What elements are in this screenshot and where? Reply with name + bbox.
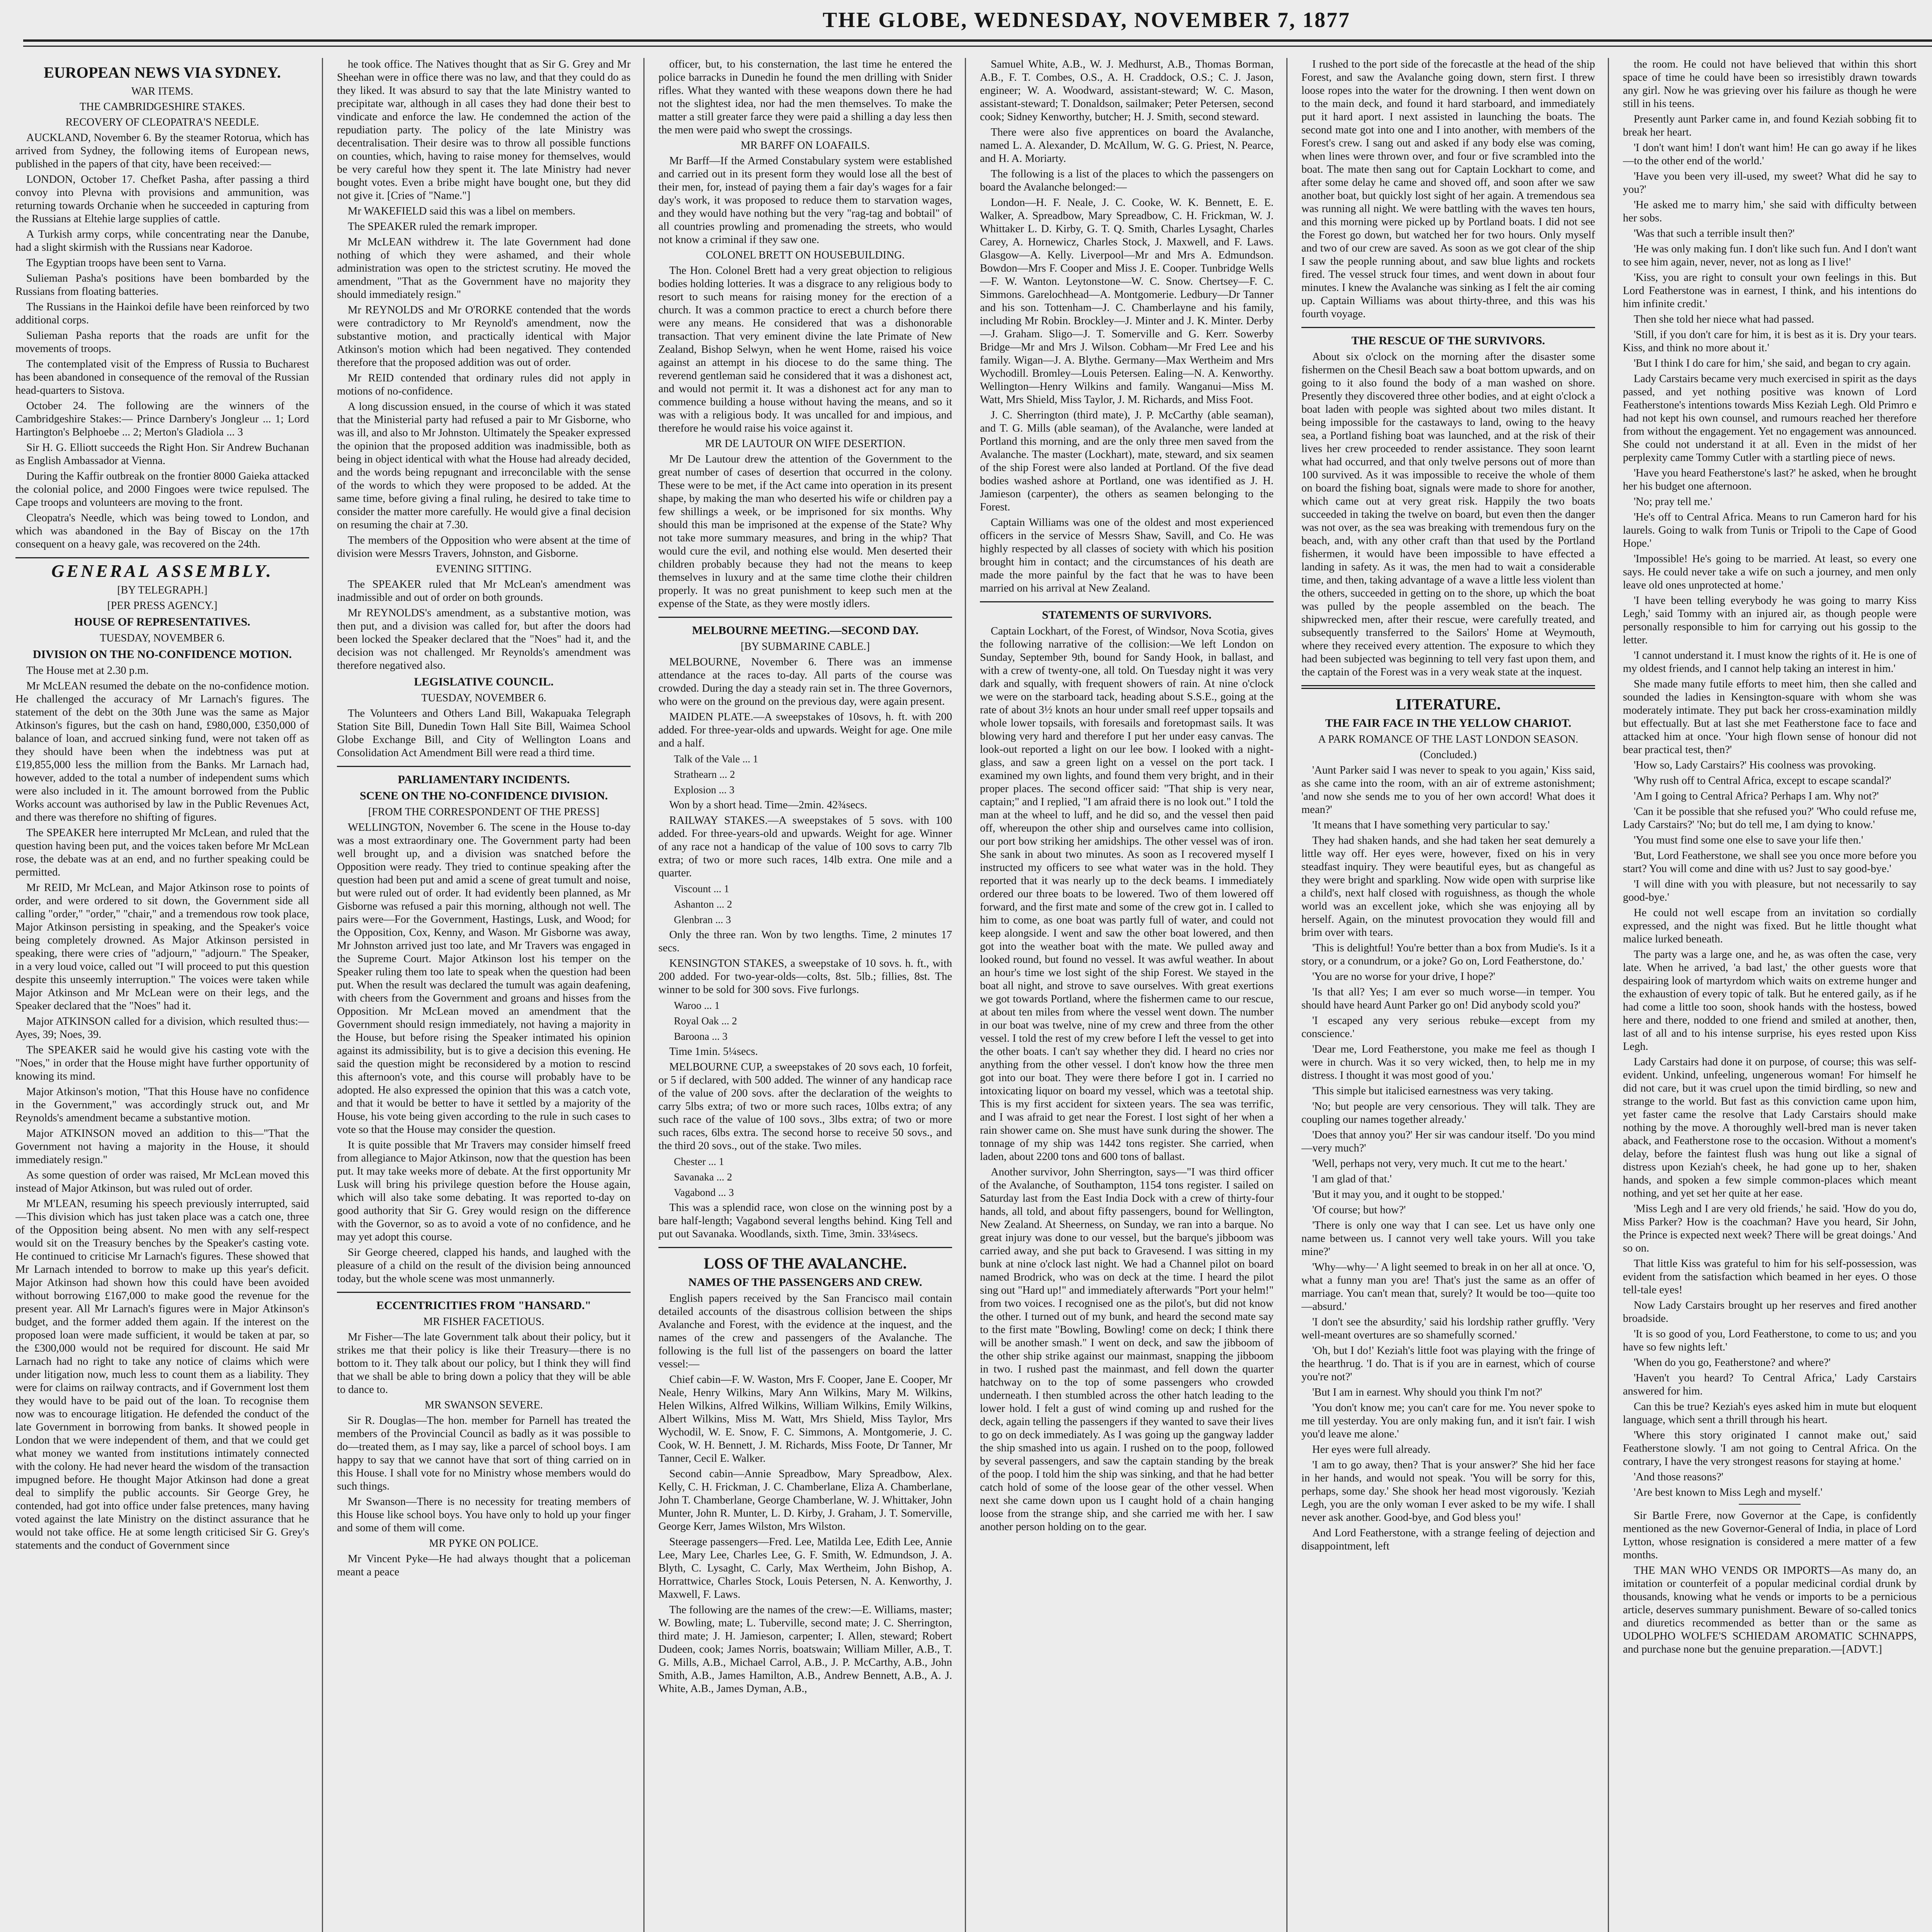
paragraph: Time 1min. 5¼secs. [669,1046,758,1058]
subheading: MELBOURNE MEETING.—SECOND DAY. [692,624,919,637]
paragraph: 'I escaped any very serious rebuke—except from my conscience.' [1301,1015,1595,1040]
paragraph: 'Have you heard Featherstone's last?' he asked, when he brought her his budget one afternoon. [1623,467,1917,492]
paragraph: And Lord Featherstone, with a strange feeling of dejection and disappointment, left [1301,1527,1595,1552]
paragraph: 'He asked me to marry him,' she said with difficulty between her sobs. [1623,199,1917,224]
race-result: Ashanton ... 2 [674,898,732,910]
paragraph: 'Why—why—' A light seemed to break in on her all at once. 'O, what a funny man you are! That's just the same as an offer of marriage. You can't mean that, surely? It would be too—quite too—absurd.' [1301,1261,1595,1313]
paragraph: 'When do you go, Featherstone? and where?' [1634,1357,1831,1369]
paragraph: This was a splendid race, won close on the winning post by a bare half-length; Vagabond several lengths behind. King Tell and put out Savanaka. Woodlands, sixth. Time, 3min. 33¼secs. [658,1202,952,1240]
paragraph: LONDON, October 17. Chefket Pasha, after passing a third convoy into Plevna with provisions and ammunition, was returning towards Orchanie when he succeeded in capturing from the Russians at Eltehie large supplies of cattle. [15,173,309,225]
paragraph: Major Atkinson's motion, "That this House have no confidence in the Government," was accordingly struck out, and Mr Reynolds's amendment became a substantive motion. [15,1086,309,1124]
subheading: HOUSE OF REPRESENTATIVES. [74,616,250,628]
paragraph: 'Impossible! He's going to be married. At least, so every one says. He could never take a wife on such a journey, and men only leave old ones unprotected at home.' [1623,553,1917,591]
race-result: Chester ... 1 [674,1156,724,1167]
column-3 [658,58,952,1932]
paragraph: 'Of course; but how?' [1312,1204,1406,1216]
paragraph: 'I don't want him! I don't want him! He can go away if he likes—to the other end of the world.' [1623,142,1917,167]
paragraph: Mr Fisher—The late Government talk about their policy, but it strikes me that their policy is like their Treasury—there is no bottom to it. They talk about our policy, but I think they will find that we shall be able to bring down a policy that they will be able to dance to. [337,1331,631,1396]
paragraph: MELBOURNE, November 6. There was an immense attendance at the races to-day. All parts of the course was crowded. During the day a steady rain set in. The three Governors, who were on the ground on the previous day, were again present. [658,656,952,707]
race-result: Talk of the Vale ... 1 [674,753,759,765]
paragraph: Mr M'LEAN, resuming his speech previously interrupted, said—This division which has just taken place was a catch one, three of the Opposition being absent. No men with any self-respect would sit on the Treasury benches by the Speaker's casting vote. He continued to criticise Mr Larnach's figures. These showed that Mr Larnach intended to borrow to make up this year's deficit. Major Atkinson had shown how this could have been avoided without borrowing £167,000 to make good the revenue for the present year. All Mr Larnach's figures were in Major Atkinson's budget, and the former added them again. If the interest on the proposed loan were made sufficient, it would be taken at par, so the £300,000 would not be required for discount. He said Mr Larnach had no right to take any notice of claims which were under litigation now, much less to count them as a liability. They were for claims on railway contracts, and if Government lost them they would have to be paid out of the loan. To recognise them now was to encourage litigation. He defended the conduct of the late Government in borrowing from banks. It showed people in London that we were independent of them, and that we could get what money we wanted from institutions intimately connected with the colony. He had never heard the wisdom of the transaction impugned before. He thought Major Atkinson had done a great deal to simplify the public accounts. Sir George Grey, he contended, had got into office under false pretences, many having voted against the late Ministry on the distinct assurance that he would not take office. He at some length criticised Sir G. Grey's statements and the conduct of Government since [15,1198,309,1551]
paragraph: 'Where this story originated I cannot make out,' said Featherstone slowly. 'I am not going to Central Africa. On the contrary, I have the very strongest reasons for staying at home.' [1623,1429,1917,1468]
paragraph: Now Lady Carstairs brought up her reserves and fired another broadside. [1623,1299,1917,1325]
paragraph: 'This is delightful! You're better than a box from Mudie's. Is it a story, or a conundrum, or a joke? Go on, Lord Featherstone, do.' [1301,942,1595,967]
paragraph: the room. He could not have believed that within this short space of time he could have been so irresistibly drawn towards any girl. Now he was grieving over his failure as though he were still in his teens. [1623,58,1917,110]
section-rule [337,766,631,767]
paragraph: Presently aunt Parker came in, and found Keziah sobbing fit to break her heart. [1623,113,1917,138]
paragraph: Cleopatra's Needle, which was being towed to London, and which was abandoned in the Bay of Biscay on the 17th consequent on a heavy gale, was recovered on the 24th. [15,512,309,550]
paragraph: 'Aunt Parker said I was never to speak to you again,' Kiss said, as she came into the room, with an air of extreme astonishment; 'and now she sends me to you of her own accord! What does it mean?' [1301,764,1595,816]
subheading: WAR ITEMS. [131,85,194,97]
paragraph: 'Still, if you don't care for him, it is best as it is. Dry your tears. Kiss, and think no more about it.' [1623,329,1917,354]
paragraph: The members of the Opposition who were absent at the time of division were Messrs Travers, Johnston, and Gisborne. [337,534,631,560]
paragraph: 'He was only making fun. I don't like such fun. And I don't want to see him again, never, never, not as long as I live!' [1623,243,1917,268]
paragraph: Steerage passengers—Fred. Lee, Matilda Lee, Edith Lee, Annie Lee, Mary Lee, Charles Lee, G. F. Smith, W. Edmundson, J. A. Blyth, C. Lysaght, C. Carly, Max Wertheim, John Bishop, A. Horrattwice, Charles Stock, Louis Petersen, N. A. Kenworthy, J. Maxwell, F. Laws. [658,1536,952,1600]
paragraph: October 24. The following are the winners of the Cambridgeshire Stakes:— Prince Darnbery's Jongleur ... 1; Lord Hartington's Belphoebe ... 2; Merton's Gladiola ... 3 [15,400,309,438]
paragraph: 'But it may you, and it ought to be stopped.' [1312,1189,1505,1201]
section-rule [1301,327,1595,328]
paragraph: WELLINGTON, November 6. The scene in the House to-day was a most extraordinary one. The Government party had been well brought up, and a division was snatched before the Opposition were ready. They tried to continue speaking after the question had been put and amid a scene of great tumult and noise, but were ruled out of order. It had evidently been planned, as Mr Gisborne was refused a pair this morning, although not well. The pairs were—For the Government, Hastings, Lusk, and Wood; for the Opposition, Cox, Kenny, and Wason. Mr Gisborne was away, Mr Johnston arrived just too late, and Mr Travers was engaged in the Supreme Court. Major Atkinson lost his temper on the Speaker ruling them too late to speak when the question had been put. When the result was declared the tumult was again deafening, with cheers from the Government and groans and hisses from the Opposition. Mr McLean moved an amendment that the Government should resign immediately, not having a majority in the House, but before rising the Speaker intimated his opinion against its admissibility, but is to give a decision this evening. He said the question might be reconsidered by a motion to rescind this afternoon's vote, and this course will probably have to be adopted. He also expressed the opinion that this was a catch vote, and that it would be better to have it settled by a majority of the House, his vote being given according to the rule in such cases to vote so that the House may consider the question. [337,821,631,1136]
subheading: THE CAMBRIDGESHIRE STAKES. [80,101,245,113]
paragraph: 'Am I going to Central Africa? Perhaps I am. Why not?' [1634,790,1879,802]
paragraph: 'Is that all? Yes; I am ever so much worse—in temper. You should have heard Aunt Parker go on! Did anybody scold you?' [1301,986,1595,1011]
paragraph: 'I will dine with you with pleasure, but not necessarily to say good-bye.' [1623,878,1917,903]
race-result: Savanaka ... 2 [674,1171,732,1183]
article-headline: EUROPEAN NEWS VIA SYDNEY. [44,64,281,81]
column-divider [1286,58,1287,1932]
subheading: STATEMENTS OF SURVIVORS. [1042,609,1212,621]
paragraph: The SPEAKER said he would give his casting vote with the "Noes," in order that the House might have further opportunity of knowing its mind. [15,1044,309,1082]
paragraph: 'Does that annoy you?' Her sir was candour itself. 'Do you mind—very much?' [1301,1129,1595,1154]
race-result: Strathearn ... 2 [674,769,735,780]
subheading: THE FAIR FACE IN THE YELLOW CHARIOT. [1325,717,1571,730]
paragraph: officer, but, to his consternation, the last time he entered the police barracks in Dunedin he found the men drilling with Snider rifles. What they wanted with these weapons down there he had not the slightest idea, nor had the men themselves. To make the matter a still greater farce they were paid a shilling a day less then the men were paid who swept the crossings. [658,58,952,136]
paragraph: The following are the names of the crew:—E. Williams, master; W. Bowling, mate; L. Tuberville, second mate; J. C. Sherrington, third mate; J. H. Jamieson, carpenter; I. Allen, steward; Robert Dudeen, cook; James Norris, boatswain; William Miller, A.B., T. G. Mills, A.B., Michael Carrol, A.B., J. P. McCarthy, A.B., John Smith, A.B., James Hamilton, A.B., Andrew Bennett, A.B., A. J. White, A.B., James Dyman, A.B., [658,1604,952,1695]
paragraph: 'No; pray tell me.' [1634,496,1713,508]
paragraph: Lady Carstairs became very much exercised in spirit as the days passed, and yet nothing positive was known of Lord Featherstone's intentions towards Miss Keziah Legh. Old Primro e had not kept his own counsel, and rumours reached her therefore from without the engagement. Yet no engagement was announced. She could not understand it at all. Even in the midst of her perplexity came Tommy Cutler with a startling piece of news. [1623,373,1917,464]
paragraph: he took office. The Natives thought that as Sir G. Grey and Mr Sheehan were in office there was no law, and that they could do as they liked. It was absurd to say that the late Ministry wanted to precipitate war, although in all cases they had done their best to vindicate and enforce the law. He condemned the action of the repudiation party. The policy of the late Ministry was decentralisation. Their desire was to throw all possible functions on counties, which, having to raise money for themselves, would be very careful how they spent it. The late Ministry had never bought votes. Even a bribe might have bought one, but they did not give it. [Cries of "Name."] [337,58,631,202]
paragraph: 'It is so good of you, Lord Featherstone, to come to us; and you have so few nights left.' [1623,1328,1917,1353]
subheading: [PER PRESS AGENCY.] [107,600,218,612]
paragraph: 'Well, perhaps not very, very much. It cut me to the heart.' [1312,1158,1567,1170]
paragraph: J. C. Sherrington (third mate), J. P. McCarthy (able seaman), and T. G. Mills (able seaman), of the Avalanche, were landed at Portland this morning, and are the only three men saved from the Avalanche. The master (Lockhart), mate, steward, and six seamen of the ship Forest were also landed at Portland. Of the five dead bodies washed ashore at Portland, one was identified as J. H. Jamieson (carpenter), the others as seamen belonging to the Forest. [980,409,1274,513]
subheading: [FROM THE CORRESPONDENT OF THE PRESS] [368,806,600,818]
subheading: EVENING SITTING. [436,563,532,575]
column-1 [15,58,309,1932]
paragraph: Lady Carstairs had done it on purpose, of course; this was self-evident. Unkind, unfeeling, ungenerous woman! For himself he did not care, but it was cruel upon the timid birdling, so new and strange to the world. But fast as this conviction came upon him, yet faster came the resolve that Lady Carstairs should make nothing by the move. A thoroughly well-bred man is never taken aback, and Featherstone rose to the occasion. Without a moment's delay, before the faintest flush was hung out like a signal of distress upon Keziah's cheek, he had gone up to her, shaken hands, and spoken a few simple common-places which meant nothing, and yet set her quite at her ease. [1623,1056,1917,1199]
subheading: (Concluded.) [1420,749,1477,761]
masthead-rule-thin [23,46,1932,47]
subheading: SCENE ON THE NO-CONFIDENCE DIVISION. [359,789,608,802]
section-rule [658,617,952,618]
section-rule [658,1247,952,1248]
subheading: LEGISLATIVE COUNCIL. [414,675,554,688]
paragraph: About six o'clock on the morning after the disaster some fishermen on the Chesil Beach saw a boat bottom upwards, and on going to it also found the body of a man washed on shore. Presently they discovered three other bodies, and at eight o'clock a boat laden with people was sighted about two miles distant. It being impossible for the castaways to land, owing to the heavy sea, a Portland fishing boat was launched, and at the risk of their lives her crew proceeded to render assistance. They soon learnt what had occurred, and that only twelve persons out of more than 100 survived. As it was impossible to receive the whole of them on board the fishing boat, signals were made to shore for another, which came out at very great risk. Happily the two boats succeeded in taking the twelve on board, but even then the danger was not over, as the sea was breaking with tremendous fury on the beach, and, with any other craft than that used by the Portland fishermen, it would have been impossible to have effected a landing in safety. As it was, the men had to wait a considerable time, and then, taking advantage of a wave a little less violent than the others, succeeded in getting on to the shore, up which the boat was pulled by the people assembled on the beach. The shipwrecked men, after their rescue, were carefully treated, and subsequently transferred to the Sailors' Home at Weymouth, where they received every attention. The exposure to which they had been subjected was beginning to tell very fast upon them, and the captain of the Forest was in a very weak state at the inquest. [1301,351,1595,678]
race-result: Viscount ... 1 [674,883,730,895]
paragraph: KENSINGTON STAKES, a sweepstake of 10 sovs. h. ft., with 200 added. For two-year-olds—colts, 8st. 5lb.; fillies, 8st. The winner to be sold for 300 sovs. Five furlongs. [658,957,952,996]
paragraph: MAIDEN PLATE.—A sweepstakes of 10sovs, h. ft. with 200 added. For three-year-olds and upwards. Weight for age. One mile and a half. [658,711,952,749]
race-result: Waroo ... 1 [674,1000,720,1011]
race-result: Baroona ... 3 [674,1031,728,1042]
paragraph: 'I have been telling everybody he was going to marry Kiss Legh,' said Tommy with an injured air, as though people were personally responsible to him for carrying out his gossip to the letter. [1623,595,1917,646]
section-rule [1301,685,1595,689]
paragraph: 'But I am in earnest. Why should you think I'm not?' [1312,1386,1543,1398]
paragraph: Chief cabin—F. W. Waston, Mrs F. Cooper, Jane E. Cooper, Mr Neale, Henry Wilkins, Mary Ann Wilkins, Mary M. Wilkins, Helen Wilkins, Alfred Wilkins, William Wilkins, Emily Wilkins, Albert Wilkins, Miss M. Watt, Mrs Shield, Miss Taylor, Mrs Wychodil, W. E. Snow, F. C. Simmons, A. Montgomerie, J. C. Cook, W. H. Bennett, J. M. Richards, Miss Foote, Dr Tanner, Mr Tanner, Cecil E. Walker. [658,1374,952,1464]
paragraph: The SPEAKER here interrupted Mr McLean, and ruled that the question having been put, and the voices taken before Mr McLean rose, the debate was at an end, and no further speaking could be permitted. [15,827,309,878]
paragraph: Mr REYNOLDS and Mr O'RORKE contended that the words were contradictory to Mr Reynold's amendment, now the substantive motion, and practically identical with Major Atkinson's motion which had been negatived. They contended therefore that the proposed addition was out of order. [337,304,631,369]
paragraph: Mr REYNOLDS's amendment, as a substantive motion, was then put, and a division was called for, but after the doors had been locked the Speaker declared that the "Noes" had it, and the decision was not challenged. Mr Reynolds's amendment was therefore negatived also. [337,607,631,672]
paragraph: The Volunteers and Others Land Bill, Wakapuaka Telegraph Station Site Bill, Dunedin Town Hall Site Bill, Waimea School Globe Exchange Bill, and City of Wellington Loans and Consolidation Act Amendment Bill were read a third time. [337,707,631,759]
paragraph: 'And those reasons?' [1634,1471,1723,1483]
paragraph: Sir George cheered, clapped his hands, and laughed with the pleasure of a child on the result of the division being announced today, but the whole scene was most unmannerly. [337,1247,631,1285]
paragraph: Won by a short head. Time—2min. 42¾secs. [669,799,867,811]
section-banner: GENERAL ASSEMBLY. [51,561,274,581]
paragraph: The party was a large one, and he, as was often the case, very late. When he arrived, 'a bad last,' the other guests wore that despairing look of martyrdom which waits on extreme hunger and the exhaustion of every topic of talk. But he entered gaily, as if he had come a little too soon, shook hands with the hostess, bowed here and there, nodded to one friend and smiled at another, then, last of all and to his intense surprise, his eyes rested upon Kiss Legh. [1623,949,1917,1053]
subheading: TUESDAY, NOVEMBER 6. [421,692,546,704]
paragraph: I rushed to the port side of the forecastle at the head of the ship Forest, and saw the Avalanche going down, stern first. I threw loose ropes into the water for the drowning. I then went down on to the main deck, and found it hard starboard, and immediately put it hard aport. I next assisted in launching the boats. The second mate got into one and I into another, with members of the Forest's crew. I sang out and asked if any body else was coming, when lines were thrown over, and four or five scrambled into the boat. The mate then sang out for Captain Lockhart to come, and after some delay he came and shoved off, and soon after we saw another boat, but quickly lost sight of her again. A tremendous sea was running all night. We were battling with the waves ten hours, and this morning were picked up by Portland boats. I did not see the Forest go down, but watched her for two hours. Only myself and two of our crew are saved. As soon as we got clear of the ship I saw the people running about, and saw blue lights and rockets fired. The vessel struck four times, and went down in about four minutes. I knew the Avalanche was sinking as I felt the air coming up. Captain Williams was about thirty-three, and this was his fourth voyage. [1301,58,1595,320]
paragraph: 'It means that I have something very particular to say.' [1312,819,1550,831]
paragraph: Major ATKINSON moved an addition to this—"That the Government not having a majority in the House, it should immediately resign." [15,1128,309,1166]
section-rule [980,601,1274,602]
race-result: Glenbran ... 3 [674,914,731,925]
paragraph: As some question of order was raised, Mr McLean moved this instead of Major Atkinson, but was ruled out of order. [15,1169,309,1194]
paragraph: The SPEAKER ruled the remark improper. [348,221,537,233]
race-result: Vagabond ... 3 [674,1187,734,1198]
paragraph: English papers received by the San Francisco mail contain detailed accounts of the disastrous collision between the ships Avalanche and Forest, with the evidence at the inquest, and the names of the crew and passengers of the Avalanche. The following is the full list of the passengers on board the latter vessel:— [658,1293,952,1370]
column-4 [980,58,1274,1932]
paragraph: 'There is only one way that I can see. Let us have only one name between us. I cannot very well take yours. Will you take mine?' [1301,1219,1595,1258]
paragraph: 'Kiss, you are right to consult your own feelings in this. But Lord Featherstone was in earnest, I think, and his intentions do him infinite credit.' [1623,272,1917,310]
paragraph: During the Kaffir outbreak on the frontier 8000 Gaieka attacked the colonial police, and 2000 Fingoes were twice repulsed. The Cape troops and volunteers are moving to the front. [15,470,309,509]
paragraph: 'But I think I do care for him,' she said, and began to cry again. [1634,357,1911,369]
column-divider [322,58,323,1932]
subheading: A PARK ROMANCE OF THE LAST LONDON SEASON. [1318,733,1578,745]
paragraph: Can this be true? Keziah's eyes asked him in mute but eloquent language, which sent a thrill through his heart. [1623,1401,1917,1426]
paragraph: Only the three ran. Won by two lengths. Time, 2 minutes 17 secs. [658,929,952,954]
paragraph: The following is a list of the places to which the passengers on board the Avalanche belonged:— [980,168,1274,193]
paragraph: Mr Swanson—There is no necessity for treating members of this House like school boys. You have only to hold up your finger and some of them will come. [337,1496,631,1534]
section-rule [337,1292,631,1293]
paragraph: Mr De Lautour drew the attention of the Government to the great number of cases of desertion that occurred in the colony. These were to be met, if the Act came into operation in its present shape, by making the man who deserted his wife or children pay a few shillings a week, or be imprisoned for six months. Why should this man be imprisoned at the expense of the State? Why not take more summary measures, and bring in the whip? That would cure the evil, and nothing else would. Men deserted their children probably because they had not the means to keep themselves in luxury and at the same time clothe their children properly. It was no great punishment to keep such men at the expense of the State, as they were mostly idlers. [658,453,952,610]
article-headline: LOSS OF THE AVALANCHE. [704,1255,907,1272]
paragraph: The Hon. Colonel Brett had a very great objection to religious bodies holding lotteries. It was a disgrace to any religious body to resort to such means for raising money for the erection of a church. It was a common practice to erect a church before there were any means. He considered that was a dishonorable transaction. That very eminent divine the late Primate of New Zealand, Bishop Selwyn, when he went Home, raised his voice against an attempt in his diocese to do the same thing. The reverend gentleman said he considered that it was a dishonest act, and would not permit it. It was a dishonest act for any man to commence building a house without having the means, and so it was with a religious body. It was uncalled for and impious, and therefore he would raise his voice against it. [658,265,952,434]
paragraph: Mr WAKEFIELD said this was a libel on members. [348,205,576,217]
paragraph: A long discussion ensued, in the course of which it was stated that the Ministerial party had refused a pair to Mr Gisborne, who was ill, and also to Mr Johnston. Ultimately the Speaker expressed the opinion that the proposed addition was inadmissible, both as being in object identical with what the House had already decided, and the words being repugnant and irreconcilable with the sense of the words to which they were proposed to be added. At the same time, before giving a final ruling, he desired to take time to consider the matter more carefully. He would give a final decision on resuming the chair at 7.30. [337,401,631,531]
race-result: Royal Oak ... 2 [674,1015,737,1027]
paragraph: They had shaken hands, and she had taken her seat demurely a little way off. Her eyes were, however, fixed on his in very steadfast inquiry. They were beautiful eyes, but as changeful as they were bright and sparkling. Now wide open with surprise like a child's, next half closed with roguishness, as though the whole world was an excellent joke, which she was enjoying all by herself. Again, on the minutest provocation they would fill and brim over with tears. [1301,835,1595,939]
paragraph: The Russians in the Hainkoi defile have been reinforced by two additional corps. [15,301,309,326]
paragraph: Sulieman Pasha's positions have been bombarded by the Russians from floating batteries. [15,272,309,298]
paragraph: AUCKLAND, November 6. By the steamer Rotorua, which has arrived from Sydney, the following items of European news, published in the papers of that city, have been received:— [15,132,309,170]
race-result: Explosion ... 3 [674,784,735,796]
paragraph: Sir R. Douglas—The hon. member for Parnell has treated the members of the Provincial Council as badly as it was possible to do—treated them, as I may say, like a parcel of school boys. I am happy to say that we cannot have that sort of thing carried on in this House. I shall vote for no Ministry whose members would do such things. [337,1415,631,1492]
paragraph: 'Can it be possible that she refused you?' 'Who could refuse me, Lady Carstairs?' 'No; but do tell me, I am dying to know.' [1623,806,1917,831]
paragraph: London—H. F. Neale, J. C. Cooke, W. K. Bennett, E. E. Walker, A. Spreadbow, Mary Spreadbow, C. H. Frickman, W. J. Whittaker L. D. Kirby, G. T. Q. Smith, Charles Lysaght, Charles Carey, A. Hornewicz, Charles Stock, J. Maxwell, and F. Laws. Glasgow—A. Kelly. Liverpool—Mr and Mrs A. Edmundson. Bowdon—Mrs F. Cooper and Miss J. E. Cooper. Tunbridge Wells—F. W. Wanton. Leytonstone—W. C. Snow. Chertsey—F. C. Simmons. Garelochhead—A. Montgomerie. Ledbury—Dr Tanner and his son. Tottenham—J. C. Chamberlayne and his family, including Mr Robin. Brockley—J. Minter and J. K. Minter. Derby—J. Graham. Sligo—J. T. Somerville and G. Kerr. Sowerby Bridge—Mr and Mrs J. Wilson. Cobham—Mr Fred Lee and his family. Wigan—J. A. Blythe. Germany—Max Wertheim and Mrs Wychodill. Bromley—Louis Petersen. Ealing—N. A. Kenworthy. Wellington—Henry Wilkins and family. Wanganui—Miss M. Watt, Mrs Shield, Miss Taylor, J. M. Richards, and Miss Foot. [980,197,1274,406]
section-rule [15,557,309,558]
paragraph: 'Dear me, Lord Featherstone, you make me feel as though I were in church. Was it so very wicked, then, to help me in my distress. I thought it was most good of you.' [1301,1043,1595,1082]
paragraph: A Turkish army corps, while concentrating near the Danube, had a slight skirmish with the Russians near Kadoroe. [15,228,309,253]
paragraph: 'But, Lord Featherstone, we shall see you once more before you start? You will come and dine with us? Just to say good-bye.' [1623,850,1917,875]
paragraph: 'I am to go away, then? That is your answer?' She hid her face in her hands, and would not speak. 'You will be sorry for this, perhaps, some day.' She shook her head most vigorously. 'Keziah Legh, you are the only woman I ever asked to be my wife. I shall never ask another. Good-bye, and God bless you!' [1301,1459,1595,1524]
paragraph: Sir H. G. Elliott succeeds the Right Hon. Sir Andrew Buchanan as English Ambassador at Vienna. [15,442,309,467]
paragraph: Mr McLEAN resumed the debate on the no-confidence motion. He challenged the accuracy of Mr Larnach's figures. The statement of the debt on the 30th June was the same as Major Atkinson's figures, but the cash on hand, £980,000, £350,000 of balance of loan, and accrued sinking fund, were not taken off as they should have been when the indebtness was put at £19,855,000 less the million from the Banks. Mr Larnach had, however, added to the total a number of independent sums which were also included in it. The amount borrowed from the Public Works account was authorised by law in the Public Revenues Act, and there was therefore no shifting of figures. [15,680,309,823]
paragraph: Captain Williams was one of the oldest and most experienced officers in the service of Messrs Shaw, Savill, and Co. He was highly respected by all classes of society with which his position brought him in contact; and the circumstances of his death are made the more painful by the fact that he was to have been married on his arrival at New Zealand. [980,517,1274,594]
paragraph: 'You are no worse for your drive, I hope?' [1312,971,1495,983]
paragraph: Mr REID contended that ordinary rules did not apply in motions of no-confidence. [337,372,631,397]
paragraph: Samuel White, A.B., W. J. Medhurst, A.B., Thomas Borman, A.B., F. T. Combes, O.S., A. H. Craddock, O.S.; C. J. Jason, engineer; W. A. Woodward, assistant-steward; W. C. Mason, assistant-steward; T. Donaldson, sailmaker; Peter Petersen, second cook; Sidney Kenworthy, butcher; H. J. Smith, second steward. [980,58,1274,123]
column-divider [1608,58,1609,1932]
paragraph: Mr McLEAN withdrew it. The late Government had done nothing of which they were ashamed, and their whole administration was open to the strictest scrutiny. He moved the amendment, "That as the Government have no majority they should immediately resign." [337,236,631,301]
subheading: RECOVERY OF CLEOPATRA'S NEEDLE. [65,116,259,128]
paragraph: Sir Bartle Frere, now Governor at the Cape, is confidently mentioned as the new Governor-General of India, in place of Lord Lytton, whose resignation is considered a mere matter of a few months. [1623,1510,1917,1561]
subheading: NAMES OF THE PASSENGERS AND CREW. [688,1276,922,1289]
paragraph: Major ATKINSON called for a division, which resulted thus:—Ayes, 39; Noes, 39. [15,1015,309,1041]
paragraph: 'He's off to Central Africa. Means to run Cameron hard for his laurels. Going to walk from Tunis or Tripoli to the Cape of Good Hope.' [1623,511,1917,549]
paragraph: Sulieman Pasha reports that the roads are unfit for the movements of troops. [15,330,309,355]
paragraph: 'You must find some one else to save your life then.' [1634,834,1863,846]
column-divider [965,58,966,1932]
paragraph: Mr Vincent Pyke—He had always thought that a policeman meant a peace [337,1553,631,1578]
subheading: MR DE LAUTOUR ON WIFE DESERTION. [705,438,906,450]
paragraph: Then she told her niece what had passed. [1634,313,1814,325]
subheading: [BY TELEGRAPH.] [117,584,207,596]
paragraph: It is quite possible that Mr Travers may consider himself freed from allegiance to Major Atkinson, now that the question has been put. It may take weeks more of debate. At the first opportunity Mr Lusk will bring his privilege question before the House again, which will also take some debating. It was reported to-day on good authority that Sir G. Grey would resign on the difference with the Governor, so as to avoid a vote of no confidence, and he may yet adopt this course. [337,1139,631,1243]
paragraph: 'I am glad of that.' [1312,1173,1392,1185]
subheading: MR BARFF ON LOAFAILS. [741,139,870,151]
paragraph: That little Kiss was grateful to him for his self-possession, was evident from the satisfaction which beamed in her eyes. O those tell-tale eyes! [1623,1258,1917,1296]
paragraph: 'Why rush off to Central Africa, except to escape scandal?' [1634,775,1891,787]
column-6 [1623,58,1917,1932]
paragraph: Another survivor, John Sherrington, says—"I was third officer of the Avalanche, of Southampton, 1154 tons register. I sailed on Saturday last from the East India Dock with a crew of thirty-four hands, all told, and about fifty passengers, bound for Wellington, New Zealand. At Sheerness, on Sunday, we ran into a barque. No great injury was done to our vessel, but the barque's jibboom was carried away, and she put back to Gravesend. I was sitting in my bunk at nine o'clock last night. We had a Channel pilot on board named Brodrick, who was on deck at the time. I heard the pilot sing out "Hard up!" and immediately afterwards "Port your helm!" from two voices. I recognised one as the pilot's, but did not know the other. I turned out of my bunk, and heard the second mate say to the first mate "Bowling, Bowling! come on deck; I think there will be another smash." I went on deck, and saw the jibboom of the other ship strike against our mainmast, snapping the jibboom in two. I rushed past the mainmast, and fell down the quarter hatchway on to the top of some passengers who crowded underneath. I then stumbled across the other hatch leading to the lower hold. I felt a gust of wind coming up and rushed for the deck, again telling the passengers if they wanted to save their lives to go on deck immediately. As I was going up the gangway ladder the ship smashed into us again. I rushed on to the poop, followed by several passengers, and saw the captain standing by the break of the poop. I told him the ship was sinking, and that he had better catch hold of some of the loose gear of the other vessel. When next she came down upon us I caught hold of a chain hanging loose from the strange ship, and she carried me with her. I saw another person holding on to the gear. [980,1166,1274,1533]
paragraph: There were also five apprentices on board the Avalanche, named L. A. Alexander, D. McAllum, W. G. G. Priest, N. Pearce, and H. A. Moriarty. [980,126,1274,165]
paragraph: RAILWAY STAKES.—A sweepstakes of 5 sovs. with 100 added. For three-years-old and upwards. Weight for age. Winner of any race not a handicap of the value of 100 sovs to carry 7lb extra; of two or more such races, 14lb extra. One mile and a quarter. [658,815,952,879]
paragraph: The SPEAKER ruled that Mr McLean's amendment was inadmissible and out of order on both grounds. [337,578,631,604]
paragraph: MELBOURNE CUP, a sweepstakes of 20 sovs each, 10 forfeit, or 5 if declared, with 500 added. The winner of any handicap race of the value of 200 sovs. after the declaration of the weights to carry 5lbs extra; of two or more such races, 10lbs extra; of any such race of the value of 100 sovs., 3lbs extra; of two or more such races, 6lbs extra. The second horse to receive 50 sovs., and the third 20 sovs., out of the stake. Two miles. [658,1061,952,1152]
paragraph: 'How so, Lady Carstairs?' His coolness was provoking. [1634,759,1876,771]
paragraph: Second cabin—Annie Spreadbow, Mary Spreadbow, Alex. Kelly, C. H. Frickman, J. C. Chamberlane, Eliza A. Chamberlane, John T. Chamberlane, George Chamberlane, W. J. Whittaker, John Munter, John R. Munter, L. D. Kirby, J. Graham, J. T. Somerville, George Kerr, James Wilston, Mrs Wilston. [658,1468,952,1532]
paragraph: The House met at 2.30 p.m. [26,665,149,677]
paragraph: 'Miss Legh and I are very old friends,' he said. 'How do you do, Miss Parker? How is the coachman? Have you heard, Sir John, the Prince is expected next week? There will be great doings.' And so on. [1623,1203,1917,1254]
paragraph: 'I cannot understand it. I must know the rights of it. He is one of my oldest friends, and I cannot help taking an interest in him.' [1623,650,1917,675]
column-divider [643,58,645,1932]
paragraph: He could not well escape from an invitation so cordially expressed, and the night was fixed. But he little thought what malice lurked beneath. [1623,907,1917,945]
subheading: COLONEL BRETT ON HOUSEBUILDING. [706,249,905,261]
subheading: MR PYKE ON POLICE. [429,1537,539,1549]
paragraph: The contemplated visit of the Empress of Russia to Bucharest has been abandoned in consequence of the removal of the Russian head-quarters to Sistova. [15,358,309,396]
subheading: TUESDAY, NOVEMBER 6. [100,632,225,644]
subheading: DIVISION ON THE NO-CONFIDENCE MOTION. [32,648,292,661]
article-headline: LITERATURE. [1396,696,1501,713]
subheading: THE RESCUE OF THE SURVIVORS. [1351,334,1545,347]
subheading: MR SWANSON SEVERE. [425,1399,543,1411]
columns-container [15,58,1932,1932]
paragraph: 'Haven't you heard? To Central Africa,' Lady Carstairs answered for him. [1623,1372,1917,1397]
subheading: MR FISHER FACETIOUS. [423,1316,544,1328]
subheading: [BY SUBMARINE CABLE.] [740,641,870,653]
paragraph: 'Was that such a terrible insult then?' [1634,228,1795,240]
paragraph: THE MAN WHO VENDS OR IMPORTS—As many do, an imitation or counterfeit of a popular medicinal cordial drunk by thousands, knowing what he vends or imports to be a pernicious article, deserves summary punishment. Beware of so-called tonics and diuretics recommended as better than or the same as UDOLPHO WOLFE'S SCHIEDAM AROMATIC SCHNAPPS, and purchase none but the genuine preparation.—[ADVT.] [1623,1565,1917,1655]
paragraph: Mr Barff—If the Armed Constabulary system were established and carried out in its present form they would lose all the best of their men, for, instead of paying them a fair day's wages for a fair day's work, it was proposed to reduce them to starvation wages, and they would have nothing but the very "rag-tag and bobtail" of all countries prowling and promenading the streets, who would not know a criminal if they saw one. [658,155,952,246]
paragraph: 'You don't know me; you can't care for me. You never spoke to me till yesterday. You are only making fun, and it isn't fair. I wish you'd leave me alone.' [1301,1402,1595,1440]
paragraph: The Egyptian troops have been sent to Varna. [26,257,226,269]
paragraph: Mr REID, Mr McLean, and Major Atkinson rose to points of order, and were ordered to sit down, the Government side all calling "order," "order," "chair," and a tremendous row took place, Major Atkinson persisting in speaking, and the Speaker's voice being completely drowned. As Major Atkinson persisted in speaking, there were cries of "adjourn," "adjourn." The Speaker, in a very loud voice, called out "I will proceed to put this question despite this unseemly interruption." The voices were taken while Major Atkinson and Mr McLean were on their legs, and the Speaker declared that the "Noes" had it. [15,882,309,1012]
paragraph: 'I don't see the absurdity,' said his lordship rather gruffly. 'Very well-meant overtures are so shamefully scorned.' [1301,1316,1595,1341]
paragraph: 'Are best known to Miss Legh and myself.' [1634,1486,1823,1498]
paragraph: 'This simple but italicised earnestness was very taking. [1312,1085,1554,1097]
section-rule [1739,1504,1801,1505]
paragraph: 'Have you been very ill-used, my sweet? What did he say to you?' [1623,170,1917,196]
masthead-rule [23,39,1932,42]
paragraph: 'No; but people are very censorious. They will talk. They are coupling our names together already.' [1301,1100,1595,1126]
column-5 [1301,58,1595,1932]
paragraph: 'Oh, but I do!' Keziah's little foot was playing with the fringe of the hearthrug. 'I do. That is if you are in earnest, which of course you're not?' [1301,1345,1595,1383]
paragraph: She made many futile efforts to meet him, then she called and sounded the ladies in Kensington-square with whom she was moderately intimate. They put back her cross-examination mildly but effectually. But at last she met Featherstone face to face and attacked him at once. 'Your high flown sense of honour did not bear practical test, then?' [1623,678,1917,756]
subheading: PARLIAMENTARY INCIDENTS. [398,773,570,786]
column-2 [337,58,631,1932]
subheading: ECCENTRICITIES FROM "HANSARD." [376,1299,591,1312]
paragraph: Her eyes were full already. [1312,1444,1430,1456]
masthead: THE GLOBE, WEDNESDAY, NOVEMBER 7, 1877 [823,8,1350,32]
paragraph: Captain Lockhart, of the Forest, of Windsor, Nova Scotia, gives the following narrative of the collision:—We left London on Sunday, September 9th, bound for Sandy Hook, in ballast, and with a crew of twenty-one, all told. On Tuesday night it was very dark and squally, with frequent showers of rain. At nine o'clock we were on the starboard tack, heading about S.S.E., going at the rate of about 3½ knots an hour under small reef upper topsails and whole lower topsails, with foresails and foretopmast sails. It was blowing very hard and therefore I put her under easy canvas. The look-out reported a light on our lee bow. I looked with a night-glass, and saw a green light on a vessel on the port tack. I examined my own lights, and found them very bright, and in their proper places. The second officer said: "That ship is very near, captain;" and I replied, "I am afraid there is no look out." I told the man at the wheel to luff, and he did so, and the vessel then paid off, whereupon the other ship and ourselves came into collision, our port bow striking her amidships. The other vessel was of iron. She sank in about two minutes. As soon as I recovered myself I instructed my officers to see what water was in the hold. They reported that it was nearly up to the deck beams. I immediately ordered our three boats to be lowered. Two of them lowered off forward, and the first mate and some of the crew got in. I called to him to come, as one boat was partly full of water, and could not keep alongside. I went and saw the other boat lowered, and then got into the weather boat with the mate. We pulled away and looked round, but found no vessel. It was awful weather. In about an hour's time we lost sight of the ship Forest. We stayed in the boat all night, and strove to save ourselves. With great exertions we got towards Portland, where the fishermen came to our rescue, at about ten miles from where the vessel went down. The number in our boat was twelve, nine of my crew and three from the other vessel. I told the rest of my crew before I left the vessel to get into the other boats. I can't say whether they did. I heard no cries nor anything from the other vessel. I don't know how the three men got into our boat. They were there before I got in. I carried no intoxicating liquor on board my vessel, which was a teetotal ship. This is my first accident for sixteen years. The sea was terrific, and I was afraid to get near the Forest. I lost sight of her when a rain shower came on. She must have sunk during the shower. The tonnage of my ship was 1442 tons register. She carried, when laden, about 2200 tons and 600 tons of ballast. [980,625,1274,1163]
